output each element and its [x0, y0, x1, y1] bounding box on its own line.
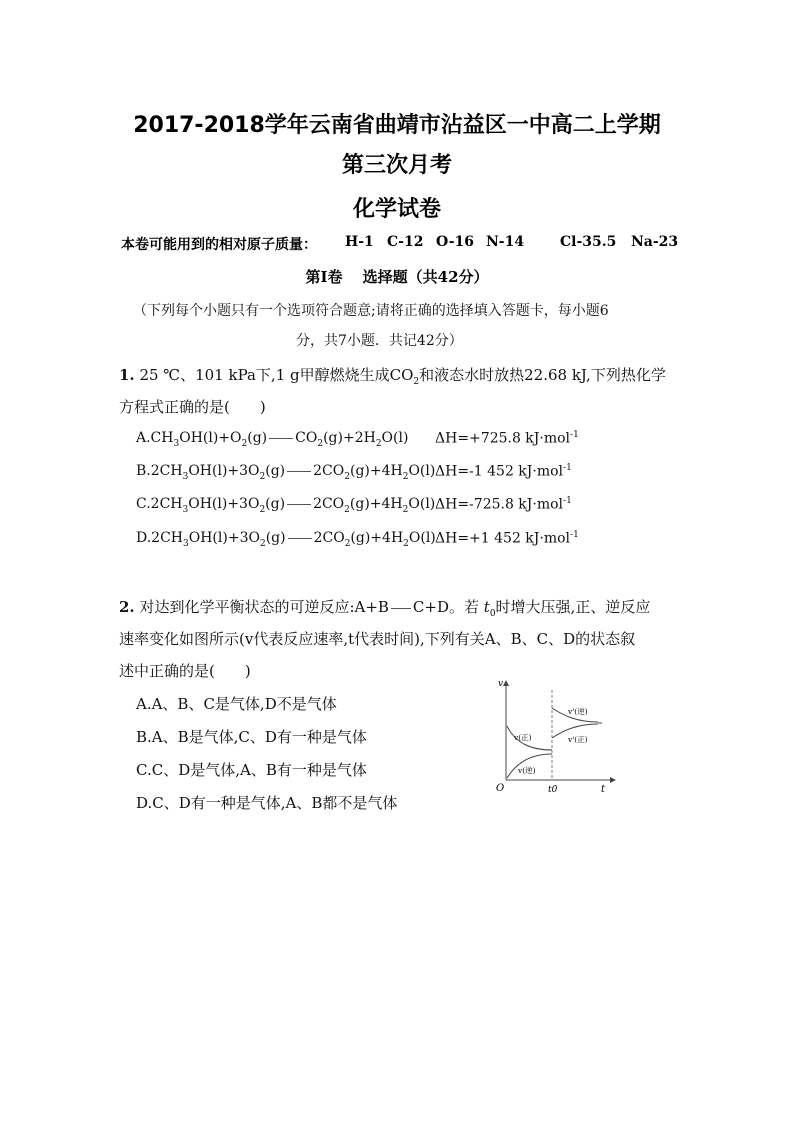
section-title: 第Ⅰ卷 选择题（共42分）	[305, 268, 489, 286]
question-1-stem: 1. 25 ℃、101 kPa下,1 g甲醇燃烧生成$CO_2$和液态水时放热22.68 kJ,下列热化学	[119, 366, 666, 387]
q2-option-a[interactable]: A.A、B、C是气体,D不是气体	[136, 695, 337, 713]
y-axis-label: v	[498, 679, 504, 689]
label-v-reverse: v(逆)	[518, 766, 536, 775]
atomic-mass-cl: Cl-35.5	[560, 234, 617, 250]
q1-option-b[interactable]: $B.2CH_3OH(l)+3O_2(g)$ $2CO_2(g)+4H_2O(l)$	[136, 463, 436, 482]
title-line-3: 化学试卷	[352, 197, 441, 222]
atomic-mass-o: O-16	[436, 234, 475, 250]
question-2-stem-line-3: 述中正确的是( )	[119, 662, 251, 680]
atomic-masses-prefix: 本卷可能用到的相对原子质量：	[121, 237, 317, 253]
title-line-2: 第三次月考	[341, 153, 452, 178]
q1-option-d[interactable]: $D.2CH_3OH(l)+3O_2(g)$ $2CO_2(g)+4H_2O(l)$	[136, 530, 436, 549]
q1-option-d-enthalpy: ΔH=+1 452 kJ·mol$^{-1}$	[435, 530, 579, 547]
label-v-prime-reverse: v'(逆)	[568, 707, 588, 716]
atomic-mass-h: H-1	[345, 234, 374, 250]
question-2-stem-line-2: 速率变化如图所示(v代表反应速率,t代表时间),下列有关A、B、C、D的状态叙	[119, 630, 636, 648]
question-2-number: 2.	[119, 598, 135, 616]
title-line-1: 2017-2018学年云南省曲靖市沾益区一中高二上学期	[133, 113, 661, 138]
q2-option-b[interactable]: B.A、B是气体,C、D有一种是气体	[136, 728, 367, 746]
label-v-prime-forward: v'(正)	[568, 735, 588, 744]
q1-option-c-enthalpy: ΔH=-725.8 kJ·mol$^{-1}$	[435, 496, 572, 513]
instructions-line-1: （下列每个小题只有一个选项符合题意;请将正确的选择填入答题卡，每小题6	[133, 303, 609, 319]
x-axis-arrow	[610, 777, 616, 783]
q1-option-a-enthalpy: ΔH=+725.8 kJ·mol$^{-1}$	[435, 430, 579, 447]
rate-time-graph	[488, 672, 618, 797]
atomic-mass-c: C-12	[387, 234, 424, 250]
question-1-number: 1.	[119, 366, 135, 384]
question-1-stem-line-2: 方程式正确的是( )	[119, 398, 266, 416]
q2-option-d[interactable]: D.C、D有一种是气体,A、B都不是气体	[136, 794, 398, 812]
q2-option-c[interactable]: C.C、D是气体,A、B有一种是气体	[136, 761, 367, 779]
x-axis-label: t	[601, 784, 606, 795]
atomic-mass-n: N-14	[486, 234, 525, 250]
q1-option-c[interactable]: $C.2CH_3OH(l)+3O_2(g)$ $2CO_2(g)+4H_2O(l)$	[136, 496, 436, 515]
label-v-forward: v(正)	[514, 733, 532, 742]
origin-label: O	[496, 783, 505, 794]
q1-option-b-enthalpy: ΔH=-1 452 kJ·mol$^{-1}$	[435, 463, 572, 480]
t0-label: t0	[548, 785, 558, 795]
q1-option-a[interactable]: $A.CH_3OH(l)+O_2(g)$ $CO_2(g)+2H_2O(l)$	[136, 430, 409, 449]
atomic-mass-na: Na-23	[631, 234, 679, 250]
instructions-line-2: 分，共7小题．共记42分）	[296, 333, 463, 349]
question-2-stem: 2. 对达到化学平衡状态的可逆反应:A+B C+D。若 $t_0$时增大压强,正、逆反应	[119, 598, 651, 619]
y-axis-arrow	[503, 680, 509, 686]
